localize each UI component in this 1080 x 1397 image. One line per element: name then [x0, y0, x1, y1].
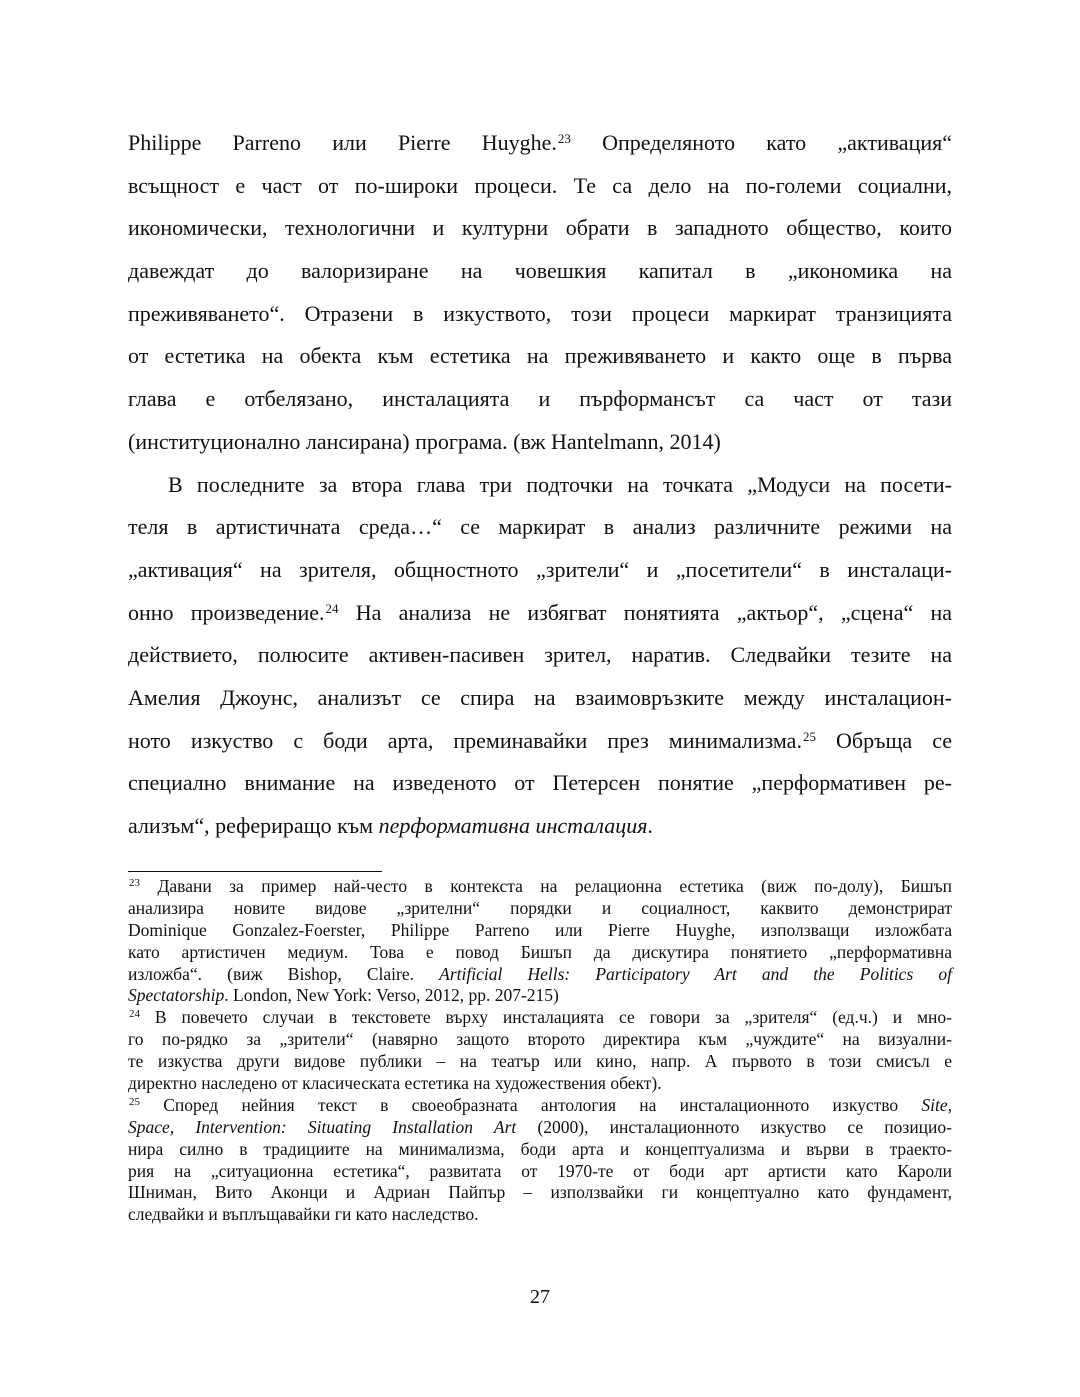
footnote-line: го по-рядко за „зрители“ (навярно защото второто директира към „чуждите“ на визуални-	[128, 1029, 952, 1050]
footnote-separator	[128, 871, 382, 872]
text-line: теля в артистичната среда…“ се маркират в анализ различните режими на	[128, 514, 952, 540]
text-line: икономически, технологични и културни обрати в западното общество, които	[128, 215, 952, 241]
text-line: давеждат до валоризиране на човешкия капитал в „икономика на	[128, 258, 952, 284]
footnote-ref-24[interactable]: 24	[325, 600, 339, 616]
footnote-line: рия на „ситуационна естетика“, развитата от 1970-те от боди арт артисти като Кароли	[128, 1160, 952, 1181]
text-line: от естетика на обекта към естетика на преживяването и както още в първа	[128, 343, 952, 369]
paragraph-1	[128, 122, 952, 464]
footnote-line: Space, Intervention: Situating Installation Art (2000), инсталационното изкуство се позицио-	[128, 1116, 952, 1137]
text-line: всъщност е част от по-широки процеси. Те са дело на по-големи социални,	[128, 172, 952, 198]
footnote-line: следвайки и въплъщавайки ги като наследство.	[128, 1204, 479, 1225]
text-line: В последните за втора глава три подточки на точката „Модуси на посети-	[168, 471, 952, 497]
footnote-24: $^{24}$ В повечето случаи в текстовете върху инсталацията се говори за „зрителя“ (ед.ч.) и мно-	[129, 1007, 952, 1028]
text-line: „активация“ на зрителя, общностното „зрители“ и „посетители“ в инсталаци-	[128, 556, 952, 582]
footnotes	[128, 876, 952, 1226]
footnote-line: Шниман, Вито Аконци и Адриан Пайпър – използвайки ги концептуално като фундамент,	[128, 1182, 952, 1203]
text-line: специално внимание на изведеното от Петерсен понятие „перформативен ре-	[128, 770, 952, 796]
text-line: ното изкуство с боди арта, преминавайки през минимализма.$^{25}$ Обръща се	[128, 727, 952, 753]
footnote-23: $^{23}$ Давани за пример най-често в контекста на релационна естетика (виж по-долу), Бишъп	[129, 876, 952, 896]
text-line: Амелия Джоунс, анализът се спира на взаимовръзките между инсталацион-	[128, 684, 952, 710]
footnote-line: Spectatorship. London, New York: Verso, 2012, pp. 207-215)	[128, 985, 559, 1006]
text-line: преживяването“. Отразени в изкуството, този процеси маркират транзицията	[128, 300, 952, 326]
footnote-line: нира силно в традициите на минимализма, боди арта и концептуализма и върви в траекто-	[128, 1138, 952, 1159]
text-line: Philippe Parreno или Pierre Huyghe.$^{23}$ Определяното като „активация“	[128, 130, 953, 155]
text-line: онно произведение.$^{24}$ На анализа не избягват понятията „актьор“, „сцена“ на	[128, 599, 952, 625]
text-line: глава е отбелязано, инсталацията и пърформансът са част от тази	[128, 386, 952, 412]
paragraph-2	[128, 464, 952, 848]
footnote-ref-25[interactable]: 25	[802, 728, 816, 744]
footnote-line: Dominique Gonzalez-Foerster, Philippe Parreno или Pierre Huyghe, използващи изложбата	[128, 919, 952, 940]
footnote-line: те изкуства други видове публики – на театър или кино, напр. А първото в този смисъл е	[128, 1051, 952, 1072]
footnote-ref-23[interactable]: 23	[557, 131, 571, 146]
footnote-line: изложба“. (виж Bishop, Claire. Artificial Hells: Participatory Art and the Politics of	[128, 963, 952, 984]
body-text	[128, 122, 952, 848]
footnote-25: $^{25}$ Според нейния текст в своеобразната антология на инсталационното изкуство Site,	[129, 1094, 952, 1115]
footnote-line: като артистичен медиум. Това е повод Бишъп да дискутира понятието „перформативна	[128, 941, 952, 962]
text-line: действието, полюсите активен-пасивен зрител, наратив. Следвайки тезите на	[128, 642, 952, 668]
footnote-line: анализира новите видове „зрителни“ порядки и социалност, каквито демонстрират	[128, 897, 952, 918]
text-line: ализъм“, рефериращо към перформативна инсталация.	[128, 813, 653, 838]
footnote-line: директно наследено от класическата естетика на художествения обект).	[128, 1073, 662, 1094]
page-number: 27	[530, 1286, 550, 1308]
text-line: (институционално лансирана) програма. (вж Hantelmann, 2014)	[128, 428, 721, 454]
